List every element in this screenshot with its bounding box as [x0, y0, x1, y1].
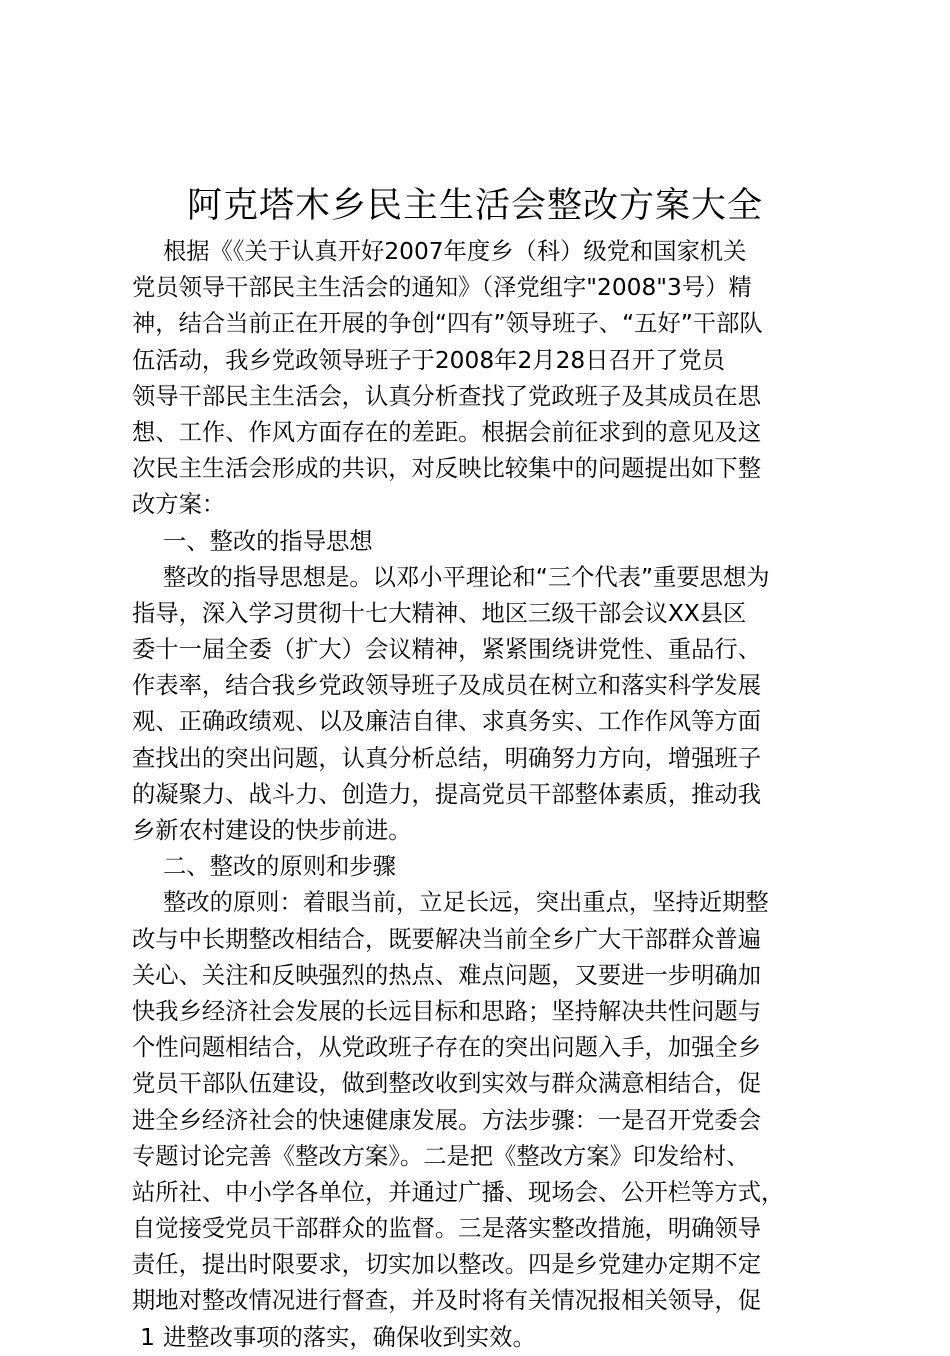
last-line — [132, 1320, 832, 1356]
text-line: 作表率，结合我乡党政领导班子及成员在树立和落实科学发展 — [132, 672, 762, 700]
text-line: 神，结合当前正在开展的争创“四有”领导班子、“五好”干部队 — [132, 310, 763, 338]
text-line: 改方案： — [132, 491, 226, 519]
text-line: 期地对整改情况进行督查，并及时将有关情况报相关领导，促 — [132, 1287, 762, 1315]
text-line: 次民主生活会形成的共识，对反映比较集中的问题提出如下整 — [132, 455, 762, 483]
text-line: 关心、关注和反映强烈的热点、难点问题，又要进一步明确加 — [132, 961, 762, 989]
text-line: 党员干部队伍建设，做到整改收到实效与群众满意相结合，促 — [132, 1070, 762, 1098]
document-body — [132, 234, 832, 1356]
text-line: 党员领导干部民主生活会的通知》（泽党组字"2008"3号）精 — [132, 274, 752, 302]
text-line: 整改的指导思想是。以邓小平理论和“三个代表”重要思想为 — [163, 563, 770, 591]
section-heading: 二、整改的原则和步骤 — [163, 853, 396, 881]
text-line: 进全乡经济社会的快速健康发展。方法步骤：一是召开党委会 — [132, 1106, 762, 1134]
text-line: 改与中长期整改相结合，既要解决当前全乡广大干部群众普遍 — [132, 925, 762, 953]
text-line: 想、工作、作风方面存在的差距。根据会前征求到的意见及这 — [132, 418, 762, 446]
text-line: 进整改事项的落实，确保收到实效。 — [163, 1323, 536, 1351]
text-line: 根据《《关于认真开好2007年度乡（科）级党和国家机关 — [163, 238, 747, 265]
text-line: 自觉接受党员干部群众的监督。三是落实整改措施，明确领导 — [132, 1215, 762, 1243]
text-line: 指导，深入学习贯彻十七大精神、地区三级干部会议XX县区 — [132, 599, 747, 627]
text-line: 个性问题相结合，从党政班子存在的突出问题入手，加强全乡 — [132, 1034, 762, 1062]
text-line: 查找出的突出问题，认真分析总结，明确努力方向，增强班子 — [132, 744, 762, 772]
text-line: 乡新农村建设的快步前进。 — [132, 817, 412, 844]
text-line: 观、正确政绩观、以及廉洁自律、求真务实、工作作风等方面 — [132, 708, 762, 736]
text-line: 快我乡经济社会发展的长远目标和思路；坚持解决共性问题与 — [132, 997, 762, 1025]
text-line: 伍活动，我乡党政领导班子于2008年2月28日召开了党员 — [132, 346, 725, 374]
text-line: 领导干部民主生活会，认真分析查找了党政班子及其成员在思 — [132, 382, 762, 410]
section-heading: 一、整改的指导思想 — [163, 527, 373, 555]
text-line: 责任，提出时限要求，切实加以整改。四是乡党建办定期不定 — [132, 1251, 762, 1279]
text-line: 站所社、中小学各单位，并通过广播、现场会、公开栏等方式， — [132, 1178, 785, 1206]
text-line: 整改的原则：着眼当前，立足长远，突出重点，坚持近期整 — [163, 889, 769, 917]
text-line: 专题讨论完善《整改方案》。二是把《整改方案》印发给村、 — [132, 1142, 750, 1170]
page-number: 1 — [140, 1323, 155, 1351]
text-line: 的凝聚力、战斗力、创造力，提高党员干部整体素质，推动我 — [132, 780, 762, 808]
text-line: 委十一届全委（扩大）会议精神，紧紧围绕讲党性、重品行、 — [132, 636, 762, 664]
document-title: 阿克塔木乡民主生活会整改方案大全 — [186, 186, 763, 226]
